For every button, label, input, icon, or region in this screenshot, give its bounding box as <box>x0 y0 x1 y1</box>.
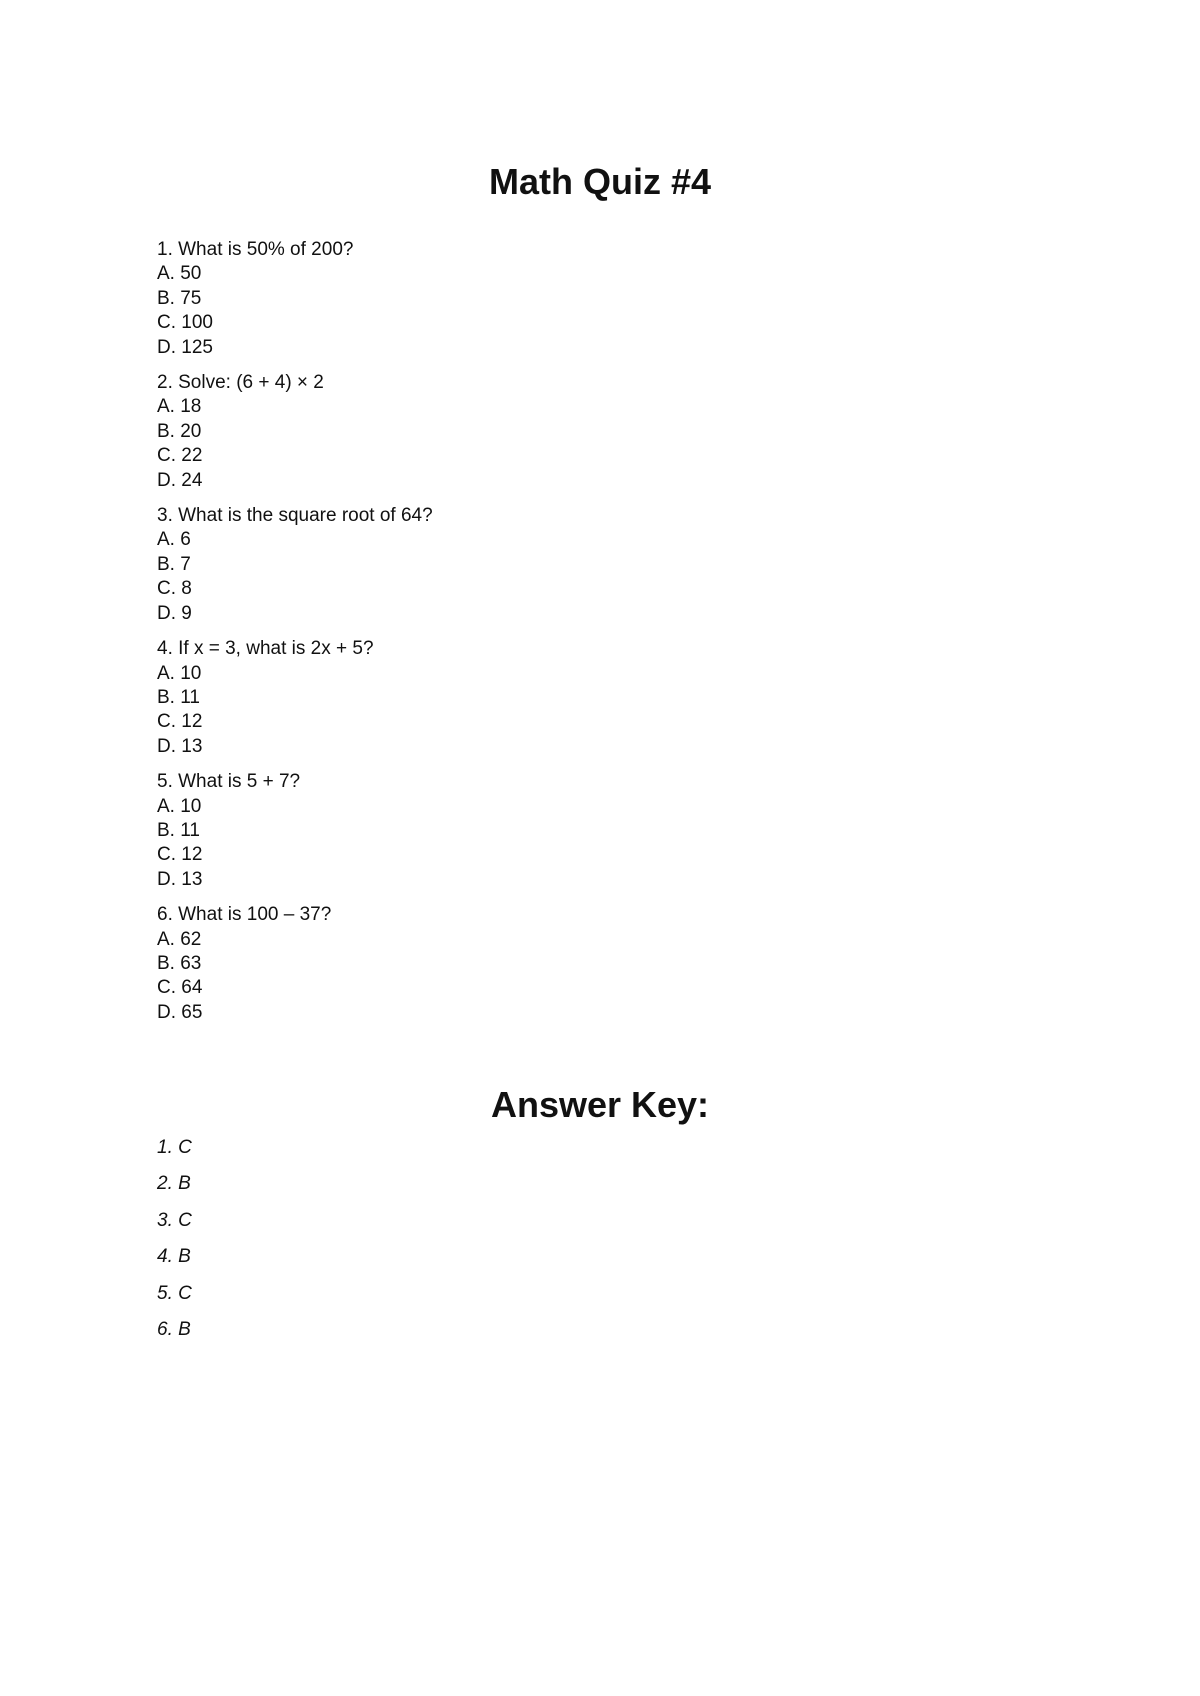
answer-key-item: 1. C <box>157 1137 192 1158</box>
answer-option-a: A. 10 <box>157 795 202 817</box>
answer-option-a: A. 50 <box>157 263 202 285</box>
question-prompt: 1. What is 50% of 200? <box>157 239 354 260</box>
answer-key-item: 3. C <box>157 1209 192 1231</box>
answer-option-c: C. 12 <box>157 711 203 733</box>
answer-key-item: 5. C <box>157 1282 192 1304</box>
question-1 <box>157 238 1057 360</box>
answer-key-item: 4. B <box>157 1246 191 1268</box>
answer-option-a: A. 62 <box>157 928 202 950</box>
answer-key-item: 6. B <box>157 1318 191 1340</box>
question-prompt: 5. What is 5 + 7? <box>157 771 301 793</box>
question-prompt: 4. If x = 3, what is 2x + 5? <box>157 638 374 660</box>
answer-option-c: C. 12 <box>157 844 203 866</box>
answer-key-title: Answer Key: <box>490 1084 710 1125</box>
question-2 <box>157 371 1057 493</box>
answer-option-c: C. 64 <box>157 977 203 999</box>
answer-option-d: D. 13 <box>157 868 203 890</box>
answer-option-d: D. 13 <box>157 735 203 757</box>
answer-key-item: 2. B <box>157 1173 191 1195</box>
quiz-title: Math Quiz #4 <box>488 161 712 202</box>
answer-option-c: C. 100 <box>157 312 213 334</box>
answer-option-a: A. 18 <box>157 396 202 418</box>
answer-option-b: B. 7 <box>157 553 191 575</box>
answer-option-b: B. 11 <box>157 819 200 841</box>
answer-option-a: A. 10 <box>157 662 202 684</box>
question-6 <box>157 903 1057 1025</box>
question-5 <box>157 770 1057 892</box>
question-4 <box>157 637 1057 759</box>
answer-option-b: B. 75 <box>157 287 202 309</box>
answer-option-a: A. 6 <box>157 529 191 551</box>
answer-option-d: D. 65 <box>157 1001 203 1023</box>
question-prompt: 6. What is 100 – 37? <box>157 904 332 926</box>
answer-option-d: D. 24 <box>157 469 203 491</box>
question-3 <box>157 504 1057 626</box>
answer-key-list <box>157 1136 757 1354</box>
answer-option-c: C. 8 <box>157 578 192 600</box>
question-prompt: 3. What is the square root of 64? <box>157 505 433 527</box>
question-list <box>157 238 1057 1036</box>
answer-option-d: D. 9 <box>157 602 192 624</box>
answer-option-c: C. 22 <box>157 445 203 467</box>
answer-option-b: B. 11 <box>157 686 200 708</box>
answer-option-b: B. 63 <box>157 952 202 974</box>
answer-option-d: D. 125 <box>157 336 213 358</box>
answer-option-b: B. 20 <box>157 420 202 442</box>
question-prompt: 2. Solve: (6 + 4) × 2 <box>157 372 324 394</box>
